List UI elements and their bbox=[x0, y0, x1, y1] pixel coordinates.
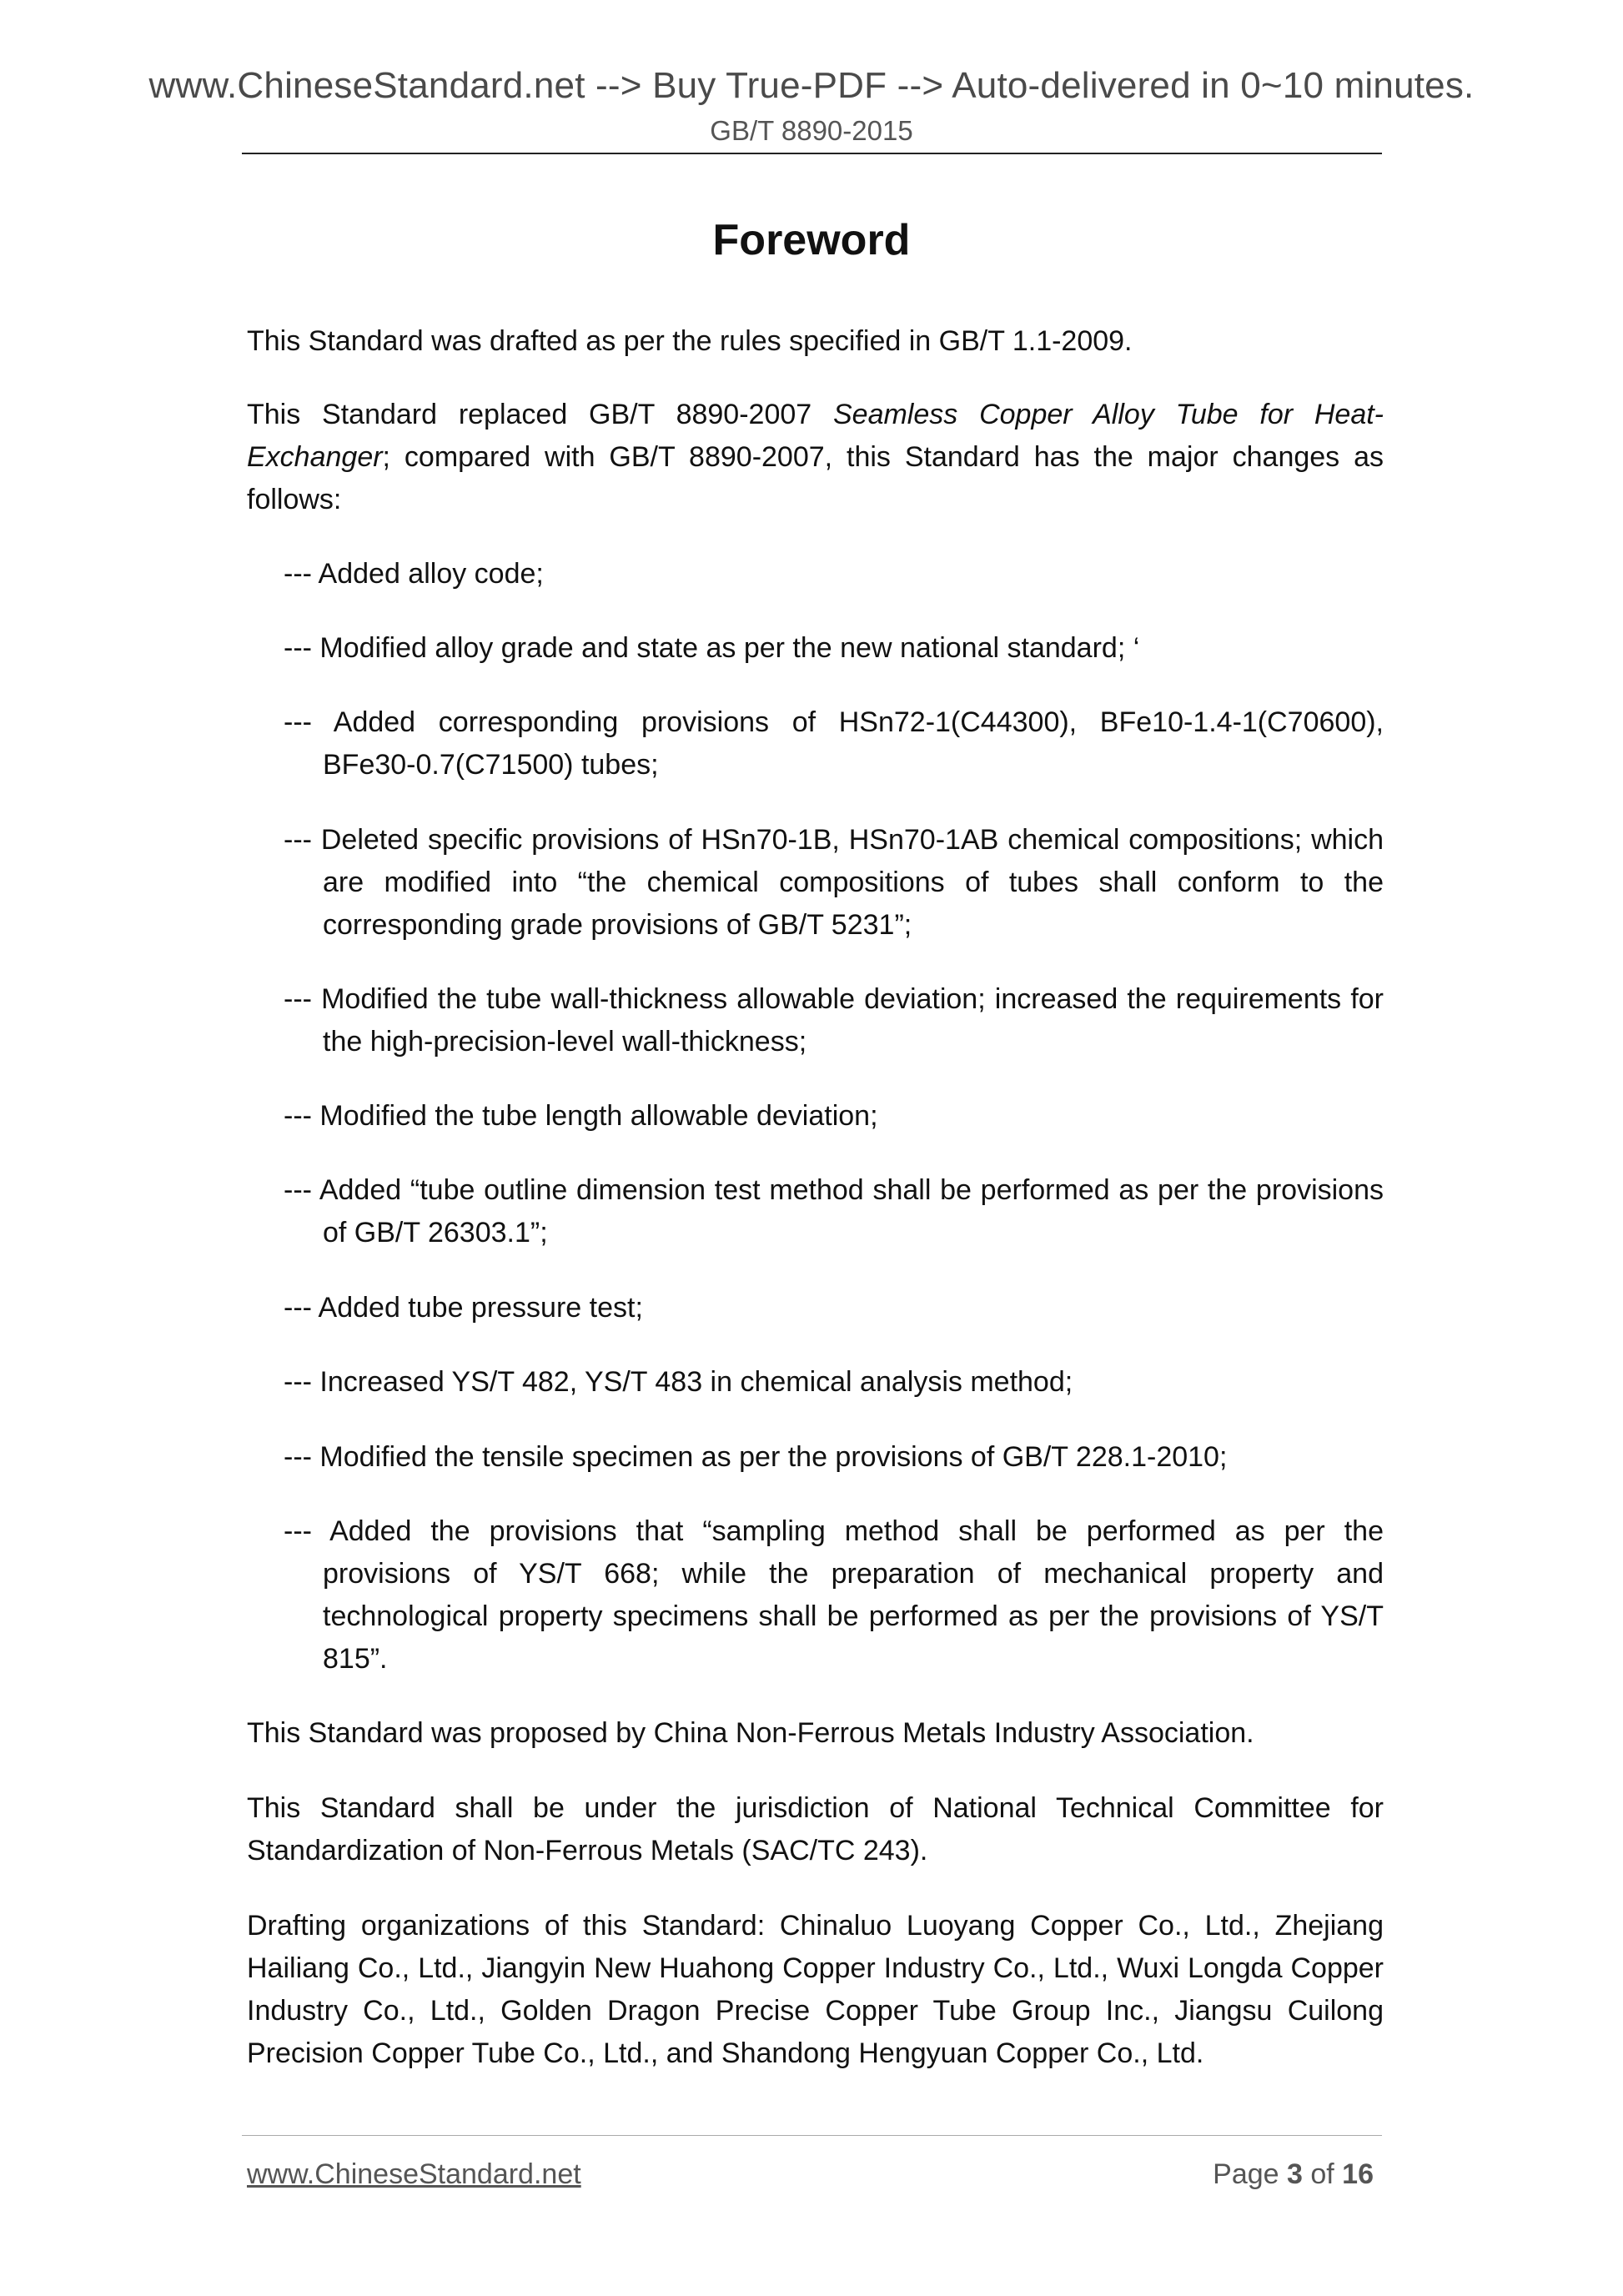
change-item: --- Modified the tube wall-thickness allowable deviation; increased the requirements for the high-precision-level wall-thickness; bbox=[284, 983, 1384, 1058]
page-title: Foreword bbox=[712, 216, 911, 264]
footer-divider bbox=[242, 2135, 1382, 2136]
change-item: --- Added “tube outline dimension test method shall be performed as per the provisions of GB/T 26303.1”; bbox=[284, 1174, 1384, 1248]
replacement-text-post: ; compared with GB/T 8890-2007, this Standard has the major changes as follows: bbox=[247, 441, 1384, 515]
change-item: --- Added the provisions that “sampling method shall be performed as per the provisions of YS/T 668; while the preparation of mechanical property and technological property specimens shall be performed as per the provisions of YS/T 815”. bbox=[284, 1515, 1384, 1675]
change-item: --- Added alloy code; bbox=[284, 558, 544, 590]
replacement-text-pre: This Standard replaced GB/T 8890-2007 bbox=[247, 399, 833, 430]
page-of: of bbox=[1302, 2158, 1343, 2190]
change-item: --- Modified the tensile specimen as per the provisions of GB/T 228.1-2010; bbox=[284, 1441, 1228, 1473]
change-item: --- Modified alloy grade and state as per the new national standard; ‘ bbox=[284, 632, 1140, 664]
paragraph-proposed-by: This Standard was proposed by China Non-Ferrous Metals Industry Association. bbox=[247, 1717, 1254, 1749]
page-number bbox=[1213, 2158, 1374, 2191]
paragraph-drafting-organizations: Drafting organizations of this Standard: Chinaluo Luoyang Copper Co., Ltd., Zhejiang Hailiang Co., Ltd., Jiangyin New Huahong Copper Industry Co., Ltd., Wuxi Longda Copper Industry Co., Ltd., Golden Dragon Precise Copper Tube Group Inc., Jiangsu Cuilong Precision Copper Tube Co., Ltd., and Shandong Hengyuan Copper Co., Ltd. bbox=[247, 1910, 1384, 2069]
footer-website-link[interactable]: www.ChineseStandard.net bbox=[247, 2158, 581, 2190]
document-code: GB/T 8890-2015 bbox=[710, 115, 913, 146]
replaced-standard-title: Seamless Copper Alloy Tube for Heat-Exchanger bbox=[247, 399, 1384, 473]
total-pages: 16 bbox=[1342, 2158, 1374, 2190]
header-divider bbox=[242, 153, 1382, 154]
change-item: --- Modified the tube length allowable deviation; bbox=[284, 1100, 878, 1132]
change-item: --- Added corresponding provisions of HSn72-1(C44300), BFe10-1.4-1(C70600), BFe30-0.7(C71500) tubes; bbox=[284, 706, 1384, 781]
paragraph-drafting-rules: This Standard was drafted as per the rules specified in GB/T 1.1-2009. bbox=[247, 325, 1133, 357]
change-item: --- Deleted specific provisions of HSn70-1B, HSn70-1AB chemical compositions; which are modified into “the chemical compositions of tubes shall conform to the corresponding grade provisions of GB/T 5231”; bbox=[284, 824, 1384, 941]
change-item: --- Added tube pressure test; bbox=[284, 1292, 643, 1324]
top-banner: www.ChineseStandard.net --> Buy True-PDF --> Auto-delivered in 0~10 minutes. bbox=[148, 65, 1475, 106]
paragraph-jurisdiction: This Standard shall be under the jurisdiction of National Technical Committee for Standardization of Non-Ferrous Metals (SAC/TC 243). bbox=[247, 1792, 1384, 1866]
page-prefix: Page bbox=[1213, 2158, 1287, 2190]
current-page: 3 bbox=[1287, 2158, 1303, 2190]
change-item: --- Increased YS/T 482, YS/T 483 in chemical analysis method; bbox=[284, 1366, 1073, 1398]
paragraph-replacement bbox=[247, 394, 1384, 521]
